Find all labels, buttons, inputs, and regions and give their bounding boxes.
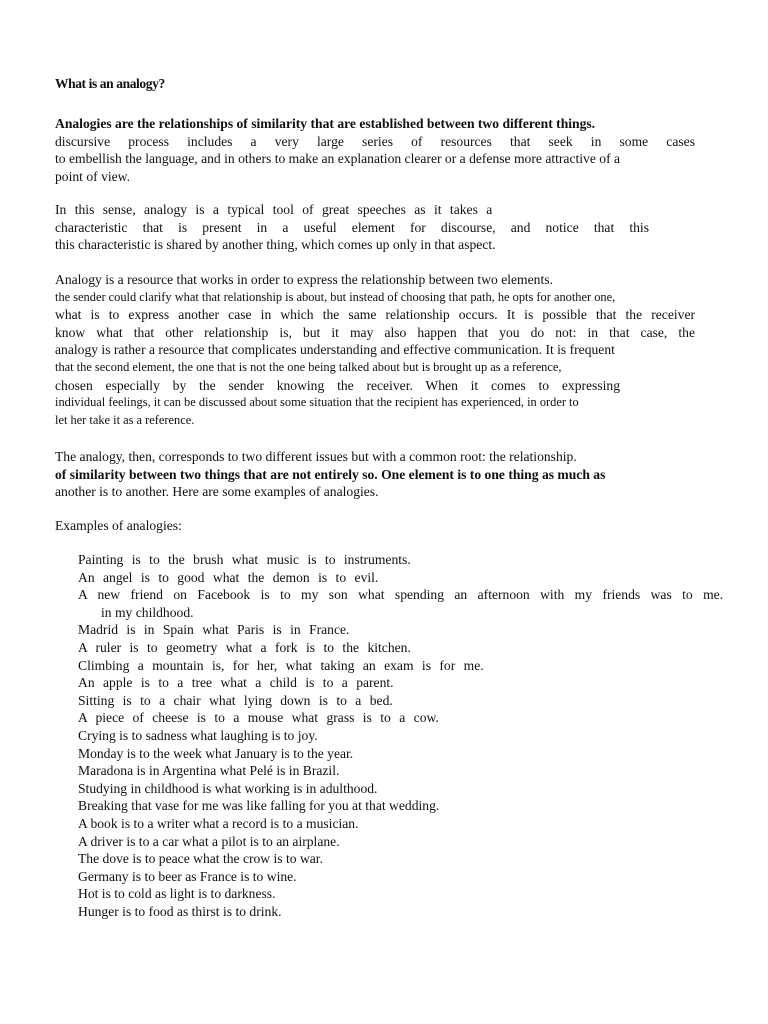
paragraph-line: to embellish the language, and in others to make an explanation clearer or a defense more attractive of a: [55, 151, 621, 167]
list-item: Crying is to sadness what laughing is to joy.: [78, 727, 318, 743]
paragraph-line: this characteristic is shared by another thing, which comes up only in that aspect.: [55, 237, 496, 253]
paragraph-line: of similarity between two things that are not entirely so. One element is to one thing as much as: [55, 466, 606, 482]
paragraph-line: characteristic that is present in a useful element for discourse, and notice that this: [55, 219, 649, 235]
list-item: A ruler is to geometry what a fork is to the kitchen.: [78, 639, 411, 655]
document-title: What is an analogy?: [55, 76, 165, 91]
paragraph-line: In this sense, analogy is a typical tool of great speeches as it takes a: [55, 202, 493, 217]
list-item: Hunger is to food as thirst is to drink.: [78, 903, 282, 919]
list-item: Germany is to beer as France is to wine.: [78, 868, 297, 884]
examples-heading-text: Examples of analogies:: [55, 518, 182, 533]
paragraph-line: analogy is rather a resource that complicates understanding and effective communication. It is frequent: [55, 342, 615, 358]
paragraph-line: another is to another. Here are some examples of analogies.: [55, 484, 379, 500]
list-item: Studying in childhood is what working is in adulthood.: [78, 780, 378, 796]
list-item: A new friend on Facebook is to my son what spending an afternoon with my friends was to me.: [78, 587, 724, 603]
list-item: An angel is to good what the demon is to evil.: [78, 569, 379, 585]
list-item: Maradona is in Argentina what Pelé is in Brazil.: [78, 763, 340, 779]
list-item: Painting is to the brush what music is to instruments.: [78, 552, 411, 567]
paragraph-line: let her take it as a reference.: [55, 412, 195, 427]
paragraph-resource: [55, 271, 695, 429]
list-item: Madrid is in Spain what Paris is in France.: [78, 622, 350, 638]
list-item: Climbing a mountain is, for her, what taking an exam is for me.: [78, 657, 484, 673]
list-item: Sitting is to a chair what lying down is to a bed.: [78, 692, 393, 708]
examples-list: [78, 551, 723, 920]
paragraph-line: individual feelings, it can be discussed about some situation that the recipient has experienced, in order to: [55, 395, 579, 410]
list-item: A book is to a writer what a record is to a musician.: [78, 815, 359, 831]
list-item: An apple is to a tree what a child is to a parent.: [78, 675, 394, 691]
examples-heading: [55, 517, 695, 535]
paragraph-definition: [55, 115, 695, 185]
paragraph-conclusion: [55, 448, 695, 501]
paragraph-line: chosen especially by the sender knowing the receiver. When it comes to expressing: [55, 377, 620, 393]
list-item: Hot is to cold as light is to darkness.: [78, 886, 276, 902]
list-item: A piece of cheese is to a mouse what grass is to a cow.: [78, 710, 439, 726]
paragraph-sense: [55, 201, 695, 254]
list-item: Breaking that vase for me was like falling for you at that wedding.: [78, 798, 440, 814]
paragraph-line: discursive process includes a very large series of resources that seek in some cases: [55, 133, 695, 149]
paragraph-line: the sender could clarify what that relationship is about, but instead of choosing that path, he opts for another one,: [55, 289, 616, 304]
paragraph-line: Analogies are the relationships of similarity that are established between two different things.: [55, 116, 596, 131]
list-item: A driver is to a car what a pilot is to an airplane.: [78, 833, 340, 849]
paragraph-line: point of view.: [55, 168, 131, 184]
list-item: Monday is to the week what January is to the year.: [78, 745, 354, 761]
paragraph-line: know what that other relationship is, but it may also happen that you do not: in that case, the: [55, 324, 695, 340]
paragraph-line: Analogy is a resource that works in order to express the relationship between two elements.: [55, 272, 553, 287]
list-item: in my childhood.: [101, 604, 194, 620]
paragraph-line: that the second element, the one that is not the one being talked about but is brought up as a reference,: [55, 359, 562, 374]
list-item: The dove is to peace what the crow is to war.: [78, 851, 323, 867]
paragraph-line: what is to express another case in which the same relationship occurs. It is possible that the receiver: [55, 307, 695, 323]
paragraph-line: The analogy, then, corresponds to two different issues but with a common root: the relationship.: [55, 449, 577, 464]
